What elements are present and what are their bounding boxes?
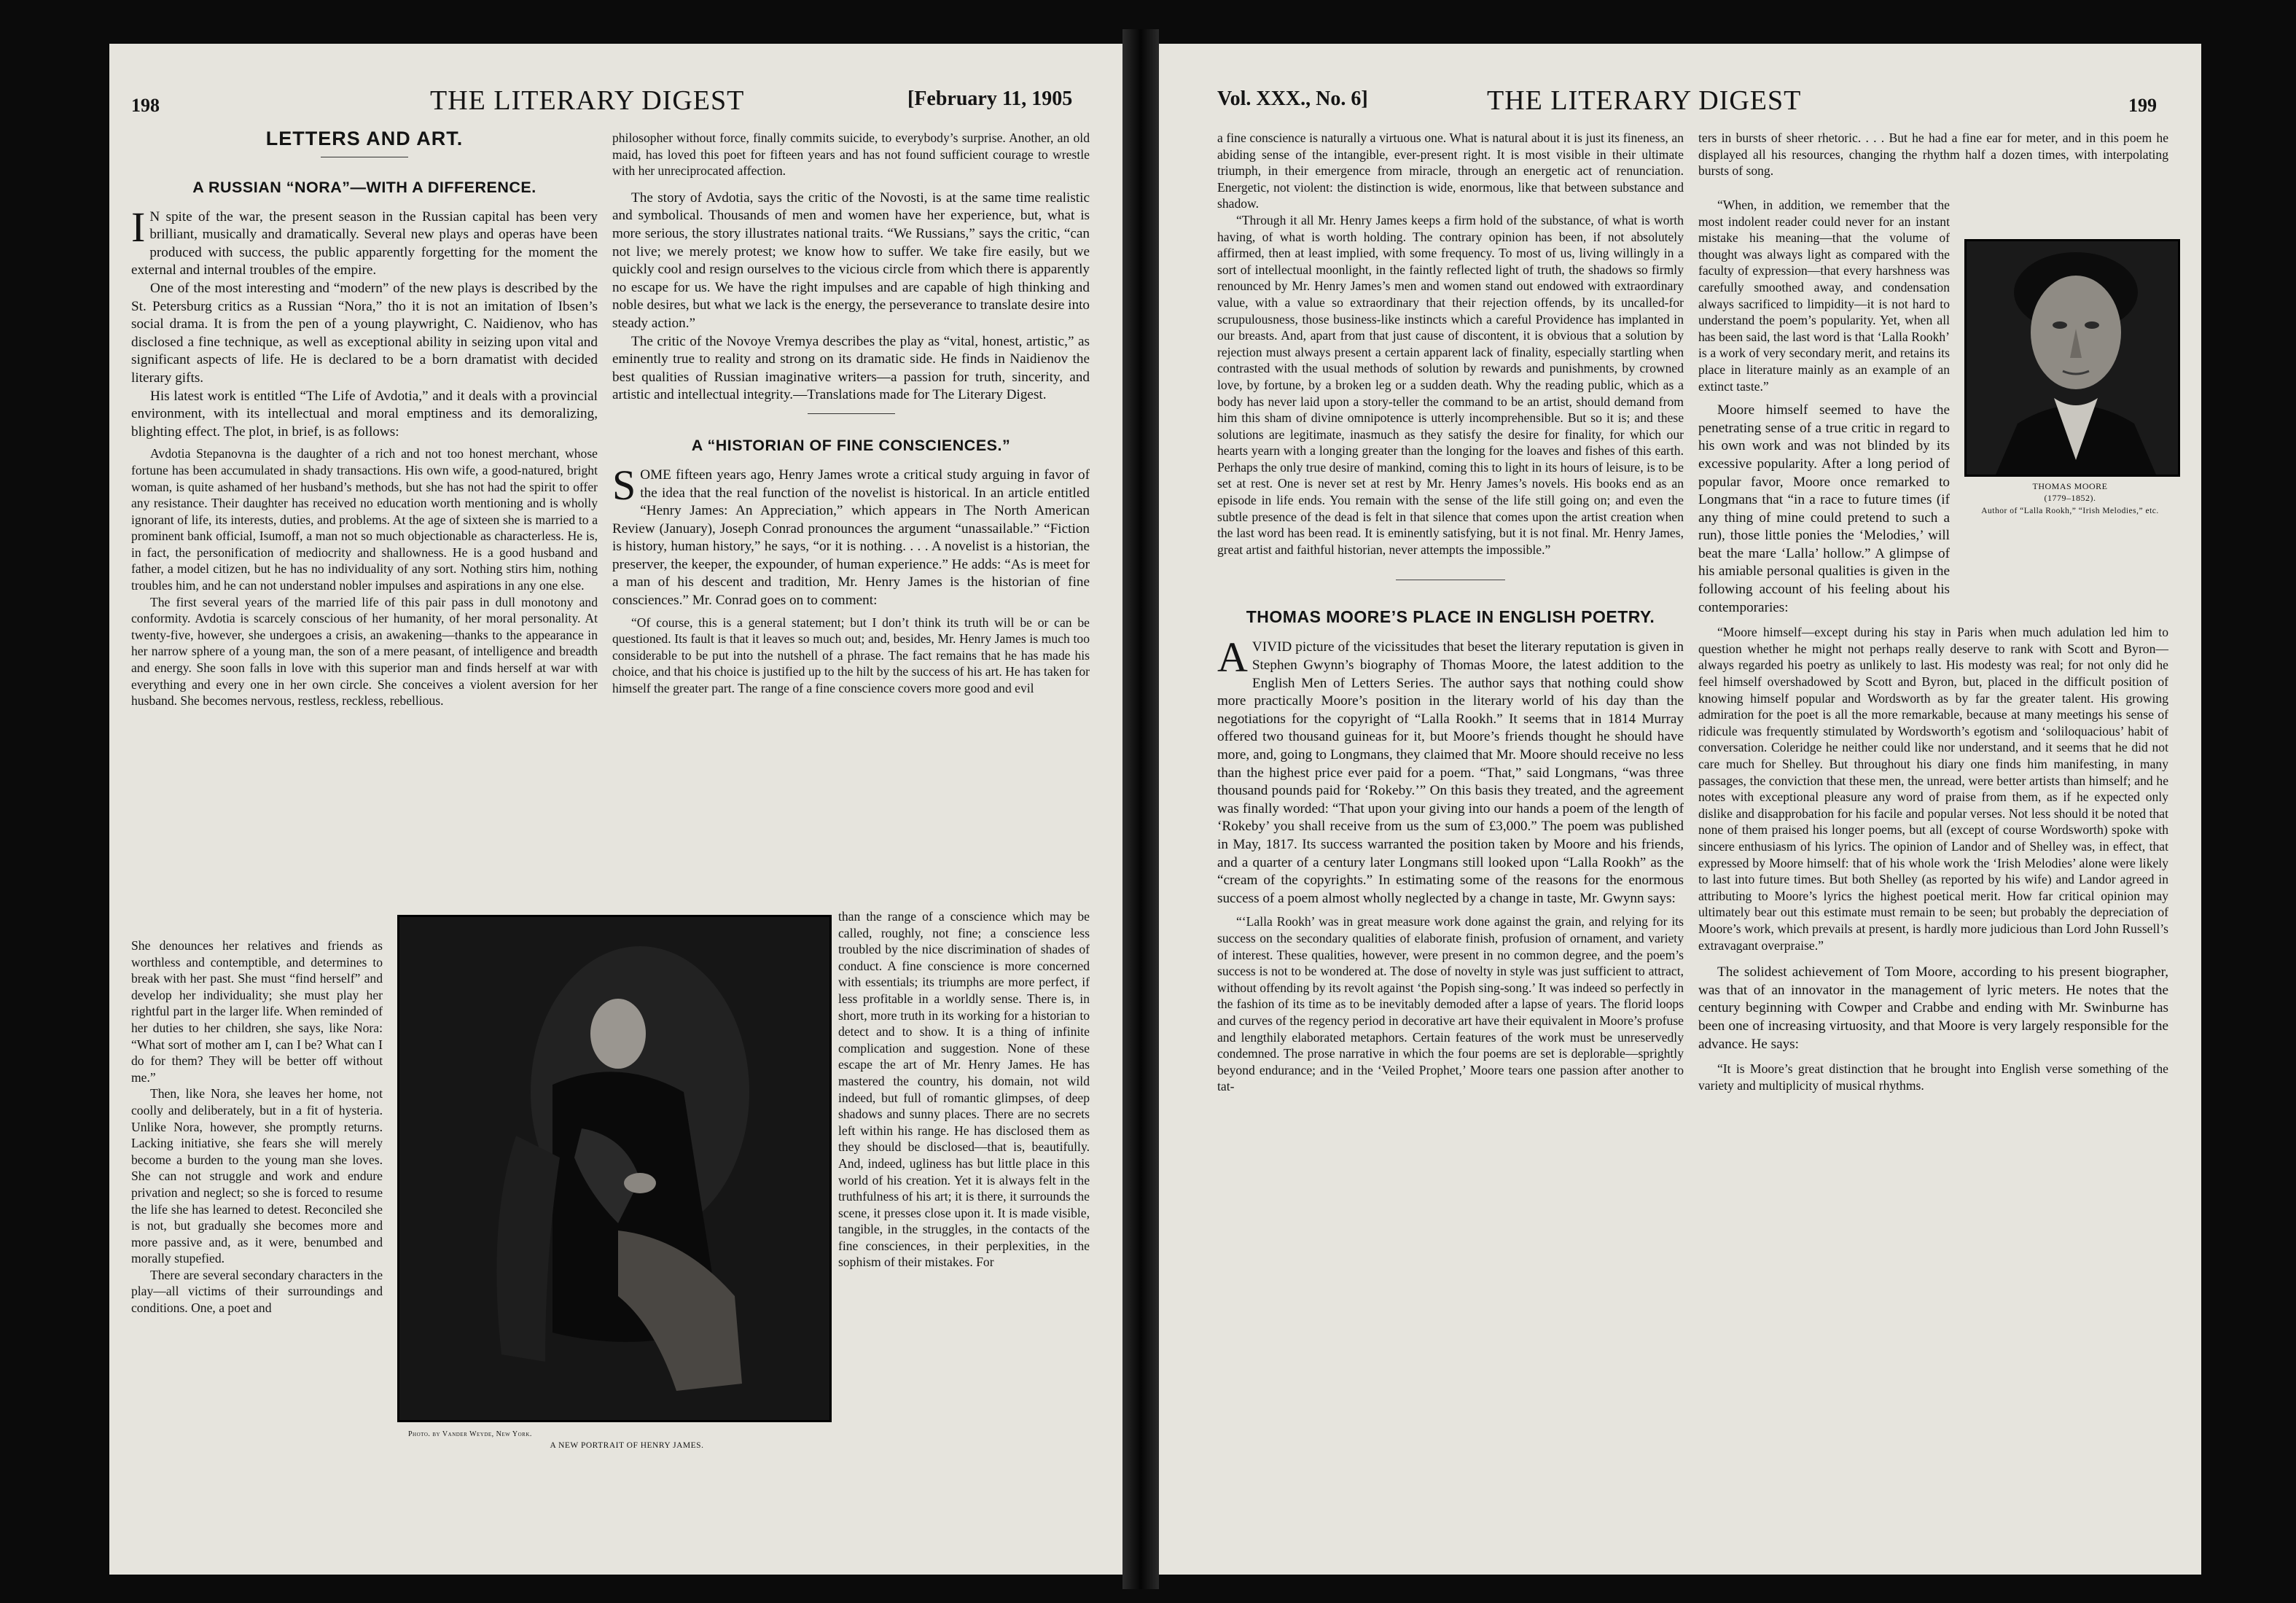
- article-paragraph: I N spite of the war, the present season in the Russian capital has been very brilliant, musically and dramatically. Several new plays and operas have been produced with success, the public apparently forgetting for the moment the external and internal troubles of the empire.: [131, 203, 598, 278]
- article-paragraph: His latest work is entitled “The Life of Avdotia,” and it deals with a provincial environment, with its intellectual and moral emptiness and its demoralizing, blighting effect. The plot, in brief, is as follows:: [131, 388, 598, 440]
- running-title: THE LITERARY DIGEST: [430, 85, 745, 116]
- quoted-paragraph: “Moore himself—except during his stay in Paris when much adulation led him to question whether he might not perhaps really deserve to rank with Scott and Byron—always regarded his poetry as unlikely to last. His modesty was real; for not only did he feel himself overshadowed by Scott and Byron, but, placed in the difficult position of knowing himself popular and Wordsworth as by far the greater talent. His growing admiration for the poet is all the more remarkable, because at many meetings his sense of ridicule was frequently stimulated by Wordsworth’s egotism and ‘soliloquacious’ habit of conversation. Coleridge he neither could like nor understand, and it seems that he did not care much for Shelley. But throughout his diary one finds him manifesting, in many passages, the conviction that these men, the unread, were better artists than himself; and he notes with exceptional pleasure any word of praise from them, as if he expected only dislike and disapprobation for his facile and popular verses. Not less should it be noted that none of them praised his longer poems, but all (except of course Wordsworth) spoke with sincere enthusiasm of his lyrics. The opinion of Landor and of Shelley was, in effect, that expressed by Moore himself: that of his whole work the ‘Irish Melodies’ alone were likely to last into future times. But both Shelley (as reported by his wife) and Landor agreed in attributing to Moore’s lyrics the highest poetical merit. How far critical opinion may ultimately bear out this estimate must remain to be seen; but probably the depreciation of Moore’s work, which prevails at present, is hardly more judicious than Lord John Russell’s extravagant overpraise.”: [1698, 625, 2168, 953]
- article-heading: A “HISTORIAN OF FINE CONSCIENCES.”: [691, 436, 1011, 454]
- article-heading: THOMAS MOORE’S PLACE IN ENGLISH POETRY.: [1246, 607, 1655, 627]
- portrait-name: THOMAS MOORE: [2032, 481, 2108, 491]
- quoted-paragraph: “Through it all Mr. Henry James keeps a firm hold of the substance, of what is worth having, of what is worth holding. The contrary opinion has been, if not absolutely affirmed, then at least implied, with some frequency. To most of us, living willingly in a sort of intellectual moonlight, in the faintly reflected light of truth, the shadows so firmly renounced by Mr. Henry James’s men and women stand out endowed with extraordinary value, with a value so extraordinary that their rejection offends, by its uncalled-for scrupulousness, those business-like instincts which a careful Providence has implanted in our breasts. And, apart from that just cause of discontent, it is obvious that a solution by rejection must always present a certain apparent lack of finality, especially startling when contrasted with the usual methods of solution by rewards and punishments, by crowned love, by fortune, by a broken leg or a sudden death. Why the reading public, which as a body has never laid upon a story-teller the command to be an artist, should demand from him this sham of divine omnipotence is utterly incomprehensible. But so it is; and these solutions are legitimate, inasmuch as they satisfy the desire for finality, for which our hearts yearn with a longing greater than the longing for the loaves and fishes of this earth. Perhaps the only true desire of mankind, coming this to light in its hours of leisure, is to be set at rest. One is never set at rest by Mr. Henry James’s novels. His books end as an episode in life ends. You remain with the sense of the life still going on; and even the subtle presence of the dead is felt in that silence that comes upon the artist creation when the last word has been read. It is eminently satisfying, but it is not final. Mr. Henry James, great artist and faithful historian, never attempts the impossible.”: [1217, 212, 1684, 557]
- portrait-figure-icon: [399, 917, 829, 1420]
- portrait-years: (1779–1852).: [2044, 493, 2096, 503]
- photo-credit: Photo. by Vander Weyde, New York.: [408, 1430, 532, 1438]
- portrait-caption: Author of “Lalla Rookh,” “Irish Melodies,” etc.: [1981, 507, 2159, 515]
- drop-cap: S: [612, 461, 636, 509]
- quoted-paragraph: The first several years of the married life of this pair pass in dull monotony and conformity. Avdotia is scarcely conscious of her humanity, of her moral personality. At twenty-five, however, she undergoes a crisis, an awakening—thanks to the appearance in her narrow sphere of a young man, the son of a mere peasant, of intelligence and breadth and energy. She soon falls in love with this superior man and finds herself at war with everything and every one in her own circle. She conceives a violent aversion for her husband. She becomes nervous, restless, reckless, rebellious.: [131, 594, 598, 709]
- separator-rule: [808, 413, 895, 414]
- quoted-paragraph: than the range of a conscience which may be called, roughly, not fine; a conscience less troubled by the nice discrimination of shades of conduct. A fine conscience is more concerned with essentials; its triumphs are more perfect, if less profitable in a worldly sense. There is, in short, more truth in its working for a historian to detect and to show. It is a thing of infinite complication and suggestion. None of these escape the art of Mr. Henry James. He has mastered the country, his domain, not wild indeed, but full of romantic glimpses, of deep shadows and sunny places. There are no secrets left within his range. He has disclosed them as they should be disclosed—that is, beautifully. And, indeed, ugliness has but little place in this world of his creation. Yet it is always felt in the truthfulness of his art; it is there, it surrounds the scene, it presses close upon it. It is made visible, tangible, in the struggles, in the contacts of the fine consciences, in their perplexities, in the sophism of their mistakes. For: [838, 909, 1090, 1270]
- article-heading: A RUSSIAN “NORA”—WITH A DIFFERENCE.: [192, 178, 536, 196]
- right-page: [1159, 44, 2201, 1575]
- quoted-paragraph: Then, like Nora, she leaves her home, not coolly and deliberately, but in a fit of hysteria. Unlike Nora, however, she promptly returns. Lacking initiative, she fears she will merely become a burden to the young man she loves. She can not struggle and work and endure privation and neglect; so she is forced to resume the life she has learned to detest. Reconciled she is not, but gradually she becomes more and more passive and, as it were, benumbed and morally stupefied.: [131, 1086, 383, 1266]
- article-paragraph: One of the most interesting and “modern” of the new plays is described by the St. Petersburg critics as a Russian “Nora,” tho it is not an imitation of Ibsen’s social drama. It is from the pen of a young playwright, C. Naidienov, who has disclosed a fine technique, as well as exceptional ability in seizing upon vital and significant aspects of life. He is declared to be a born dramatist with decided literary gifts.: [131, 280, 598, 386]
- article-paragraph: The story of Avdotia, says the critic of the Novosti, is at the same time realistic and symbolical. Thousands of men and women have her experience, but, what is more serious, the story illustrates national traits. “We Russians,” says the critic, “can not live; we merely protest; we know how to suffer. We take fire easily, but we quickly cool and resign ourselves to the vicious circle from which there is apparently no escape for us. We have the right impulses and are capable of high thinking and noble desires, but what we lack is the energy, the perseverance to translate desire into steady action.”: [612, 190, 1090, 331]
- book-gutter: [1122, 29, 1159, 1589]
- quoted-paragraph: a fine conscience is naturally a virtuous one. What is natural about it is just its fineness, an abiding sense of the intangible, ever-present right. It is most visible in their ultimate triumph, in their emergence from miracle, through an energetic act of renunciation. Energetic, not violent: the distinction is wide, enormous, like that between substance and shadow.: [1217, 130, 1684, 211]
- left-page: [109, 44, 1122, 1575]
- volume-number: Vol. XXX., No. 6]: [1217, 87, 1368, 110]
- portrait-face-icon: [1967, 241, 2178, 475]
- page-number: 199: [2128, 95, 2157, 116]
- drop-cap: I: [131, 203, 146, 251]
- quoted-paragraph: “When, in addition, we remember that the most indolent reader could never for an instant mistake his meaning—that the volume of thought was always light as compared with the faculty of expression—that every harshness was carefully smoothed away, and condensation always sacrificed to limpidity—it is not hard to understand the poem’s popularity. Yet, when all has been said, the last word is that ‘Lalla Rookh’ is a work of very secondary merit, and retains its place in literature mainly as an example of an extinct taste.”: [1698, 198, 1950, 394]
- henry-james-photo: [397, 915, 832, 1422]
- thomas-moore-portrait: [1964, 239, 2180, 477]
- quoted-paragraph: She denounces her relatives and friends as worthless and contemptible, and determines to break with her past. She must “find herself” and develop her individuality; she must play her rightful part in the larger life. When reminded of her duties to her children, she says, like Nora: “What sort of mother am I, can I be? What can I do for them? They will be better off without me.”: [131, 938, 383, 1085]
- right-column-2: [1698, 130, 2168, 179]
- article-paragraph: The solidest achievement of Tom Moore, according to his present biographer, was that of an innovator in the management of lyric meters. He notes that the century beginning with Cowper and Crabbe and ending with Mr. Swinburne has been one of increasing virtuosity, and that Moore is very largely responsible for the advance. He says:: [1698, 964, 2168, 1052]
- photo-caption: A NEW PORTRAIT OF HENRY JAMES.: [550, 1441, 704, 1450]
- quoted-paragraph: “‘Lalla Rookh’ was in great measure work done against the grain, and relying for its success on the secondary qualities of elaborate finish, profusion of ornament, and variety of interest. These qualities, however, were present in no common degree, and the poem’s success is not to be wondered at. The dose of novelty in style was just sufficient to attract, without offending by its revolt against ‘the Popish sing-song.’ It was indeed so perfectly in the fashion of its time as to be inevitably demoded after a lapse of years. The florid loops and curves of the regency period in decorative art have their equivalent in Moore’s profuse and lengthily elaborated metaphors. Certain features of the work must be unreservedly condemned. The prose narrative in which the four poems are set is deplorable—sprightly beyond endurance; and in the ‘Veiled Prophet,’ Moore tears one passion after another to tat-: [1217, 914, 1684, 1094]
- quoted-paragraph: Avdotia Stepanovna is the daughter of a rich and not too honest merchant, whose fortune has been accumulated in shady transactions. His own wife, a good-natured, bright woman, is quite ashamed of her husband’s methods, but she has not had the spirit to offer any resistance. Their daughter has received no education worth mentioning and is wholly ignorant of life, its interests, duties, and problems. At the age of sixteen she is married to a prominent bank official, Isumoff, a man not so much objectionable as characterless. He is, in fact, the personification of mediocrity and shallowness. He is a good husband and father, a model citizen, but he has no individuality of any sort. Nothing stirs him, nothing troubles him, and he can not understand nobler impulses and aspirations in any one else.: [131, 446, 598, 593]
- article-paragraph: The critic of the Novoye Vremya describes the play as “vital, honest, artistic,” as eminently true to reality and strong on its dramatic side. He finds in Naidienov the best qualities of Russian imaginative writers—a passion for truth, sincerity, and artistic and intellectual integrity.—Translations made for The Literary Digest.: [612, 333, 1090, 403]
- page-number: 198: [131, 95, 160, 116]
- drop-cap: A: [1217, 633, 1248, 682]
- section-heading: LETTERS AND ART.: [265, 128, 464, 149]
- left-column-2-narrow: [838, 908, 1090, 1271]
- quoted-paragraph: ters in bursts of sheer rhetoric. . . . But he had a fine ear for meter, and in this poem he displayed all his resources, changing the rhythm half a dozen times, with interpolating bursts of song.: [1698, 130, 2168, 179]
- article-paragraph: Moore himself seemed to have the penetrating sense of a true critic in regard to his own work and was not blinded by its excessive popularity. After a long period of popular favor, Moore once remarked to Longmans that “in a race to future times (if any thing of mine could pretend to such a run), those little ponies the ‘Melodies,’ will beat the mare ‘Lalla’ hollow.” A glimpse of his amiable personal qualities is given in the following account of his feeling about his contemporaries:: [1698, 402, 1950, 615]
- article-paragraph: AVIVID picture of the vicissitudes that beset the literary reputation is given in Stephen Gwynn’s biography of Thomas Moore, the latest addition to the English Men of Letters Series. The author says that nothing could show more practically Moore’s position in the literary world of his day than the negotiations for the copyright of “Lalla Rookh.” It seems that in 1814 Murray offered two thousand guineas for it, but Moore’s friends thought he should have more, and, going to Longmans, they claimed that Mr. Moore should receive no less than the highest price ever paid for a poem. “That,” said Longmans, “was three thousand pounds paid for ‘Rokeby.’” On this basis they treated, and the agreement was finally worded: “That upon your giving into our hands a poem of the length of ‘Rokeby’ you shall receive from us the sum of £3,000.” The poem was published in May, 1817. Its success warranted the position taken by Moore and his friends, and a quarter of a century later Longmans still looked upon “Lalla Rookh” as the “cream of the copyrights.” In estimating some of the reasons for the enormous success of a poem almost wholly neglected by a change in taste, Mr. Gwynn says:: [1217, 633, 1684, 906]
- left-running-head: [109, 80, 1122, 124]
- quoted-paragraph: “It is Moore’s great distinction that he brought into English verse something of the variety and multiplicity of musical rhythms.: [1698, 1061, 2168, 1093]
- quoted-paragraph: There are several secondary characters in the play—all victims of their surroundings and conditions. One, a poet and: [131, 1267, 383, 1316]
- quoted-paragraph: “Of course, this is a general statement; but I don’t think its truth will be or can be questioned. Its fault is that it leaves so much out; and, besides, Mr. Henry James is much too considerable to be put into the nutshell of a phrase. The fact remains that he has made his choice, and that his choice is justified up to the hilt by the success of his art. He has taken for himself the greater part. The range of a fine conscience covers more good and evil: [612, 615, 1090, 696]
- left-column-1: [131, 130, 598, 709]
- issue-date: [February 11, 1905: [907, 87, 1073, 110]
- right-column-1: [1217, 130, 1684, 1095]
- quoted-paragraph: philosopher without force, finally commits suicide, to everybody’s surprise. Another, an old maid, has loved this poet for fifteen years and has not found sufficient courage to wrestle with her unreciprocated affection.: [612, 130, 1090, 179]
- right-running-head: [1159, 80, 2201, 124]
- article-paragraph: SOME fifteen years ago, Henry James wrote a critical study arguing in favor of the idea that the real function of the novelist is historical. In an article entitled “Henry James: An Appreciation,” which appears in The North American Review (January), Joseph Conrad pronounces the argument “unassailable.” “Fiction is history, human history,” he says, “or it is nothing. . . . A novelist is a historian, the preserver, the keeper, the expounder, of human experience.” He adds: “As is meet for a man of his descent and tradition, Mr. Henry James is the historian of fine consciences.” Mr. Conrad goes on to comment:: [612, 461, 1090, 609]
- left-column-1-narrow: [131, 937, 383, 1317]
- left-column-2: [612, 130, 1090, 697]
- running-title: THE LITERARY DIGEST: [1487, 85, 1802, 116]
